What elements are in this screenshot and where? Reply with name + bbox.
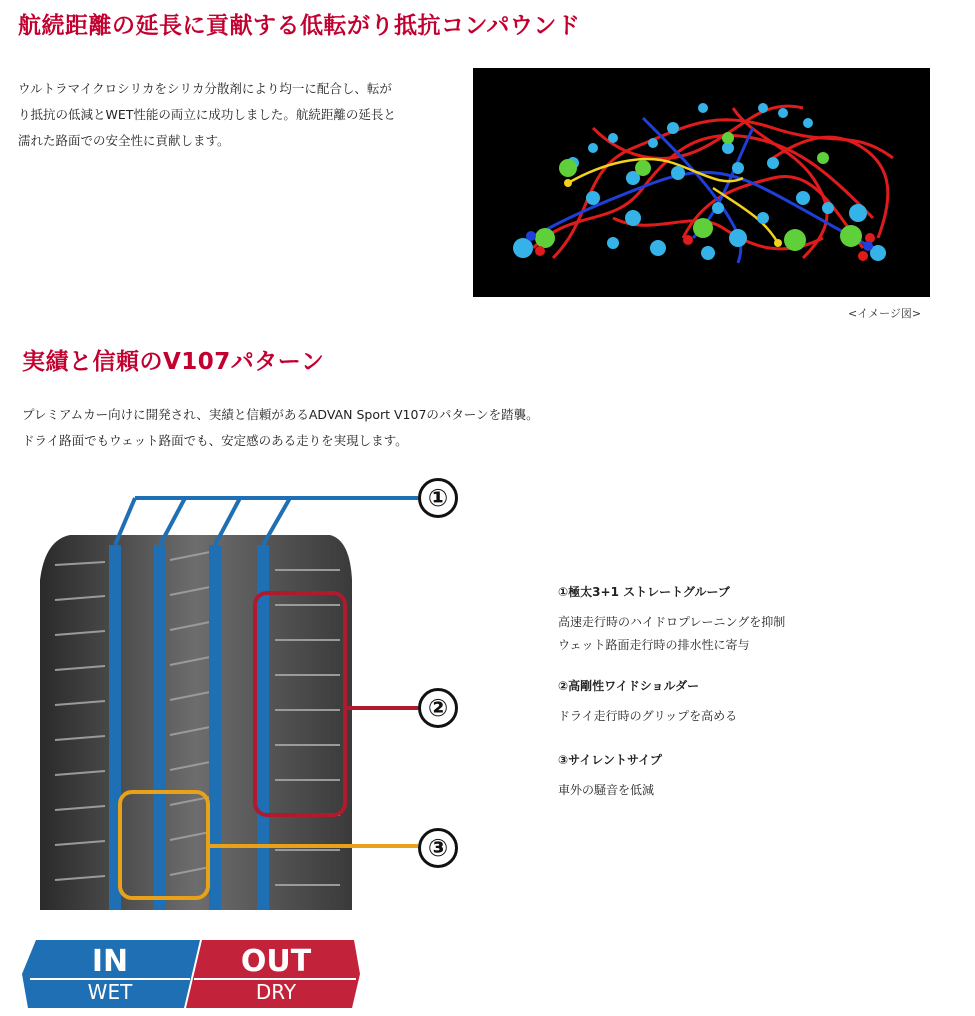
- image-caption: <イメージ図>: [848, 307, 922, 320]
- compound-description: [18, 76, 448, 154]
- molecule-network-graphic: [473, 68, 930, 297]
- paragraph-line: プレミアムカー向けに開発され、実績と信頼があるADVAN Sport V107のパターンを踏襲。: [22, 407, 539, 422]
- callout-2: ②: [418, 688, 458, 728]
- dry-label: DRY: [255, 980, 297, 1004]
- feature-2-title: ②高剛性ワイドショルダー: [558, 679, 700, 693]
- section-title-pattern: 実績と信頼のV107パターン: [22, 349, 325, 375]
- in-label: IN: [91, 944, 129, 979]
- callout-3: ③: [418, 828, 458, 868]
- paragraph-line: り抵抗の低減とWET性能の両立に成功しました。航続距離の延長と: [18, 107, 396, 122]
- silica-compound-illustration: [473, 68, 930, 297]
- paragraph-line: ドライ路面でもウェット路面でも、安定感のある走りを実現します。: [22, 433, 408, 448]
- feature-3-line: 車外の騒音を低減: [558, 783, 655, 797]
- out-label: OUT: [240, 944, 312, 979]
- tread-pattern-diagram: [0, 470, 560, 920]
- callout-1: ①: [418, 478, 458, 518]
- feature-1-line: 高速走行時のハイドロプレーニングを抑制: [558, 615, 786, 629]
- feature-3-title: ③サイレントサイプ: [558, 753, 662, 767]
- feature-1-line: ウェット路面走行時の排水性に寄与: [558, 638, 750, 652]
- feature-1-title: ①極太3+1 ストレートグルーブ: [558, 585, 730, 599]
- paragraph-line: 濡れた路面での安全性に貢献します。: [18, 133, 230, 148]
- section-title-compound: 航続距離の延長に貢献する低転がり抵抗コンパウンド: [18, 13, 581, 39]
- paragraph-line: ウルトラマイクロシリカをシリカ分散剤により均一に配合し、転が: [18, 81, 392, 96]
- feature-2-line: ドライ走行時のグリップを高める: [558, 709, 738, 723]
- wet-label: WET: [87, 980, 133, 1004]
- pattern-description: [22, 402, 722, 454]
